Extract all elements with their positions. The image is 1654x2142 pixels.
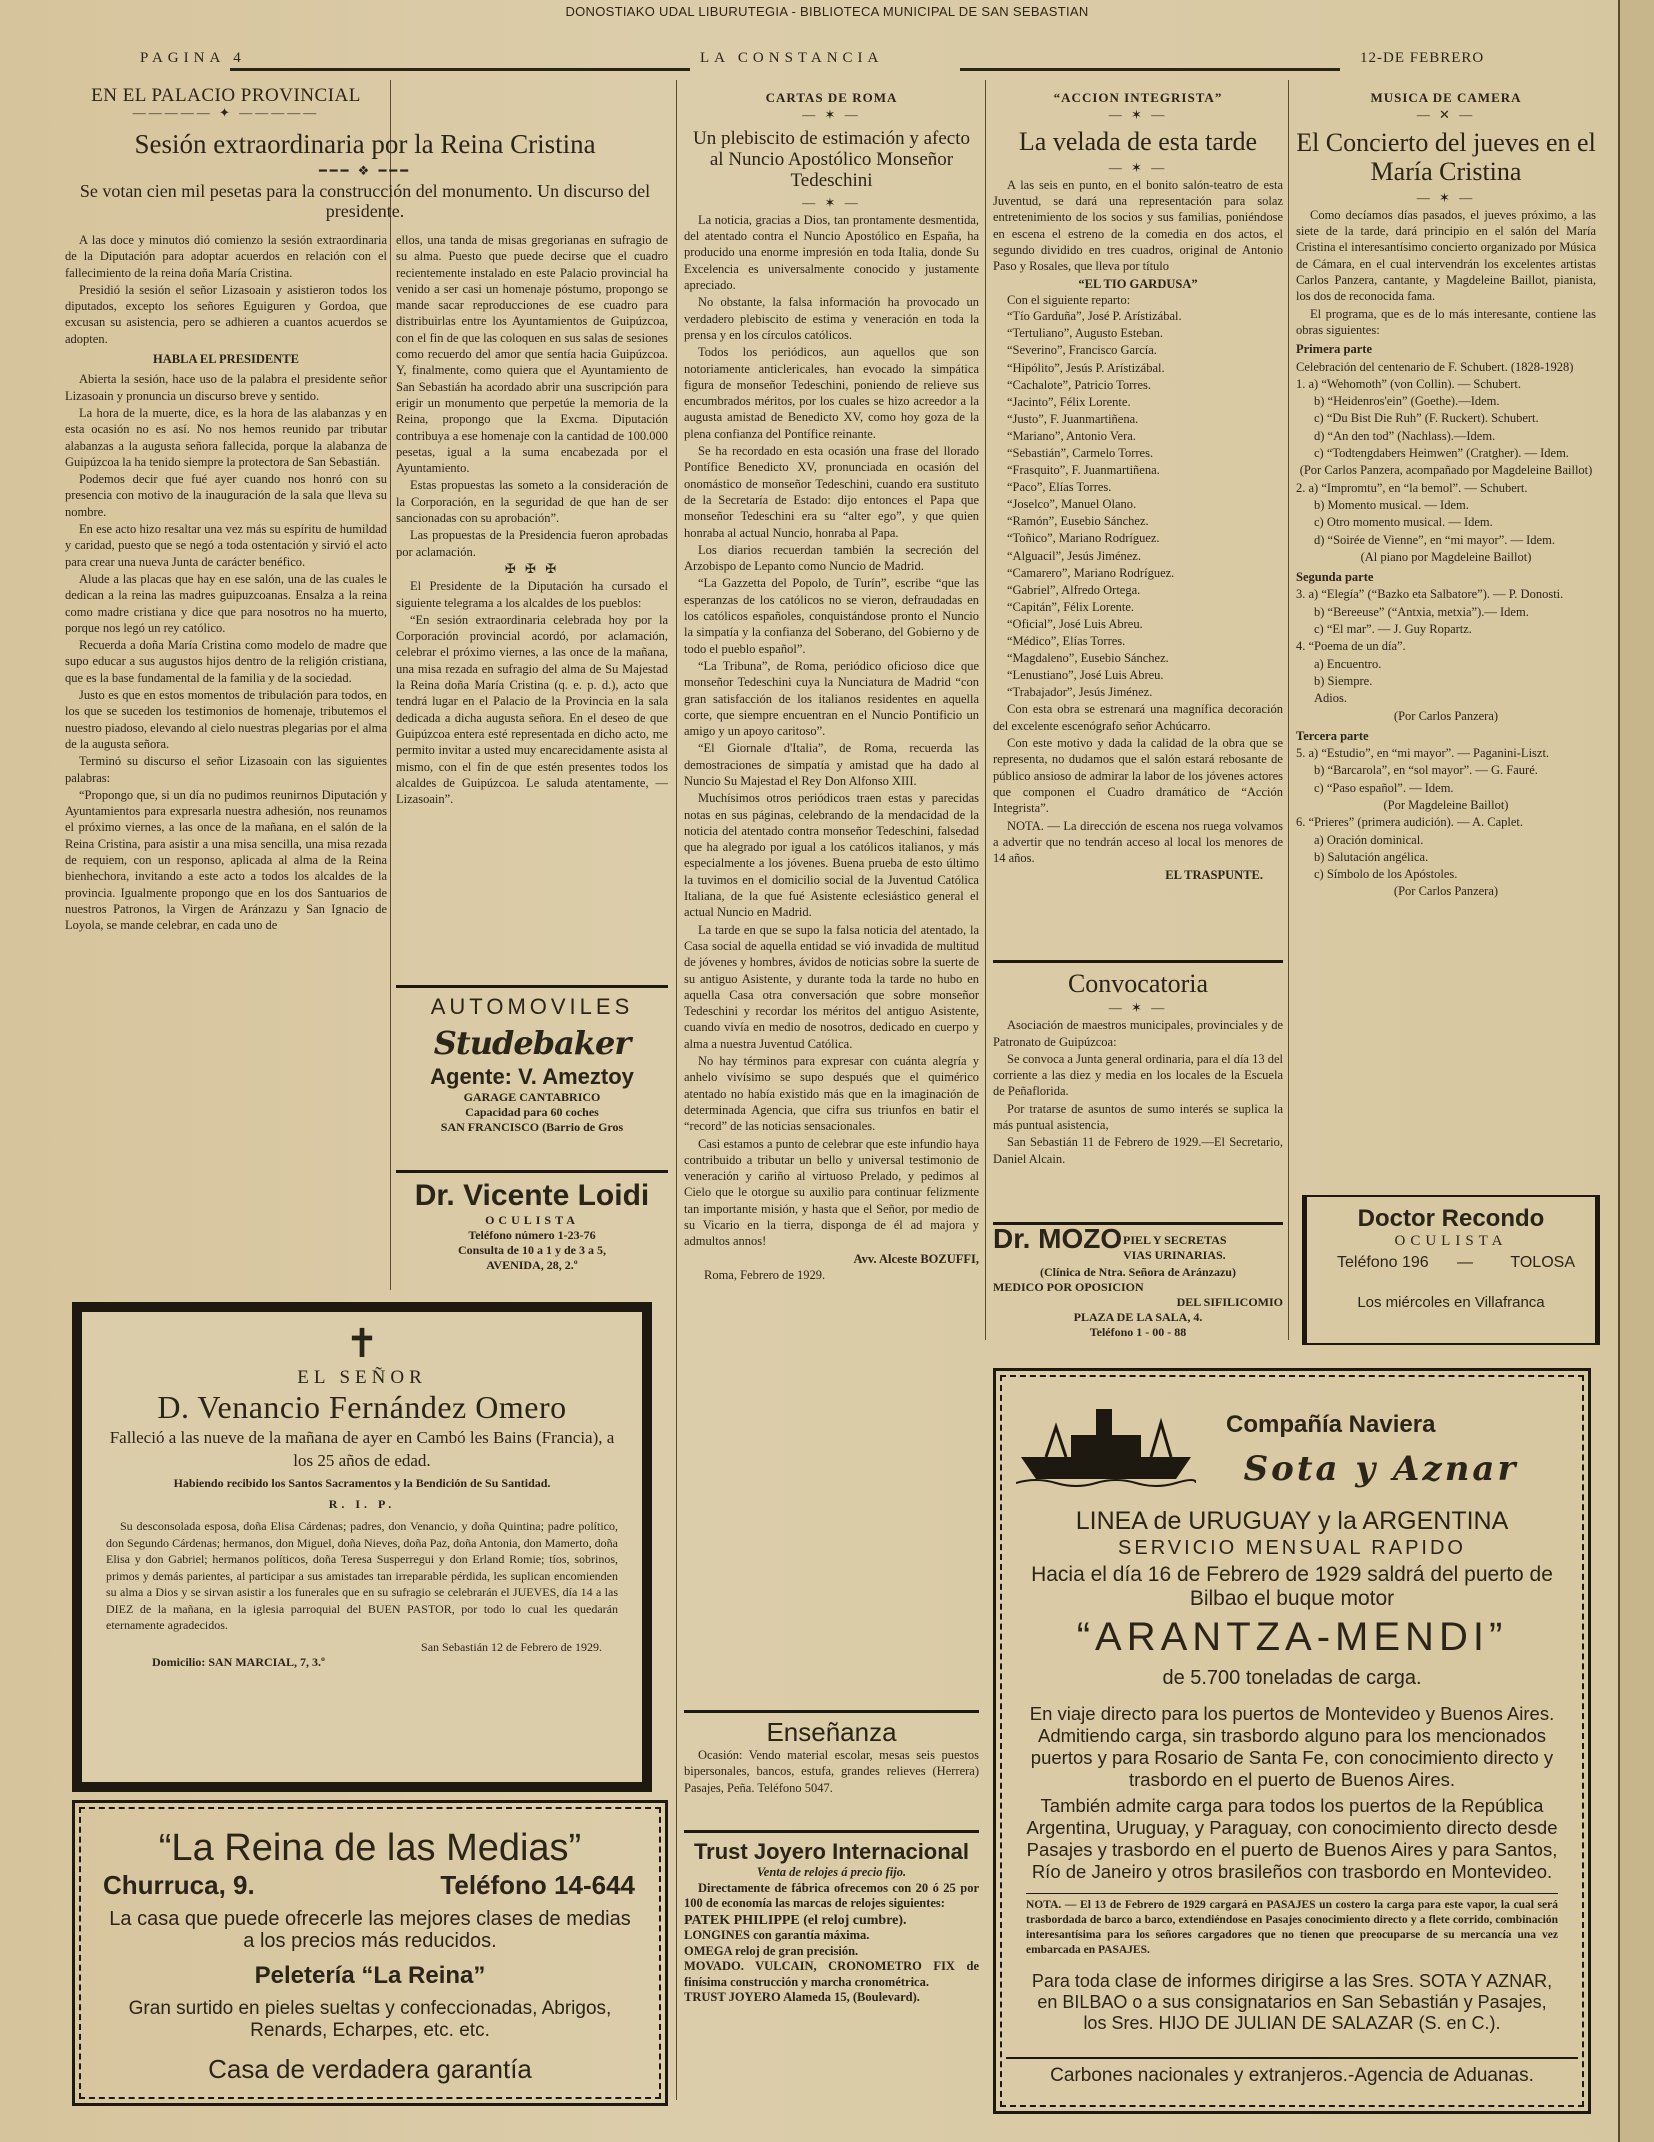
- paragraph: ellos, una tanda de misas gregorianas en sufragio de su alma. Puesto que puede decirse que el cuadro recientemente instalado en este Palacio provincial ha venido a ser casi un homenaje póstumo, propongo se mande sacar reproducciones de ese cuadro para distribuirlas entre los Ayuntamientos de Guipúzcoa, con el fin de que las coloquen en sus salas de sesiones como recuerdo del amor que sentía hacia Guipúzcoa. Y, finalmente, como quiera que el Ayuntamiento de San Sebastián ha acordado abrir una suscripción para erigir un monumento que perpetúe la memoria de la Reina, propongo que la Excma. Diputación contribuya a ese homenaje con la cantidad de 100.000 pesetas, igual a la suma encabezada por el Ayuntamiento.: [396, 233, 668, 476]
- ad-contact-row: [75, 1870, 665, 1900]
- ad-naviera-sota-aznar: [993, 1368, 1591, 2114]
- ad-footer: Carbones nacionales y extranjeros.-Agencia de Aduanas.: [1006, 2057, 1578, 2087]
- ship-illustration-icon: [1016, 1387, 1196, 1487]
- cast-item: “Tío Garduña”, José P. Arístizábal.: [1007, 309, 1182, 324]
- ad-line: MOVADO. VULCAIN, CRONOMETRO FIX de finísima construcción y marcha cronométrica.: [684, 1959, 979, 1989]
- cast-item: “Paco”, Elías Torres.: [1007, 480, 1112, 495]
- ad-description: La casa que puede ofrecerle las mejores clases de medias a los precios más reducidos.: [109, 1908, 631, 1952]
- article-subhead: Se votan cien mil pesetas para la construcción del monumento. Un discurso del presidente.: [79, 181, 651, 222]
- paragraph: Justo es que en estos momentos de tribulación para todos, en los que se suceden los testimonios de homenaje, tributemos el nuestro piadoso, elevando al cielo nuestras plegarias por el alma de la augusta señora.: [65, 688, 387, 751]
- paragraph: Con este motivo y dada la calidad de la obra que se representa, no dudamos que el salón estará rebosante de público ansioso de admirar la labor de los jóvenes actores que componen el Cuadro dramático de “Acción Integrista”.: [993, 736, 1283, 816]
- ad-specialty: PIEL Y SECRETAS: [1123, 1233, 1227, 1247]
- cast-item: “Capitán”, Félix Lorente.: [1007, 599, 1135, 614]
- ad-line: Teléfono 1 - 00 - 88: [1089, 1325, 1187, 1339]
- ad-role: OCULISTA: [1394, 1233, 1508, 1249]
- article-body-col1: [65, 232, 387, 934]
- program-item: 4. “Poema de un día”.: [1296, 639, 1406, 654]
- cast-item: “Ramón”, Eusebio Sánchez.: [1007, 514, 1149, 529]
- cast-item: “Sebastián”, Carmelo Torres.: [1007, 446, 1154, 461]
- ad-phone: Teléfono número 1-23-76: [468, 1228, 596, 1242]
- program-item: Adios.: [1314, 691, 1347, 706]
- article-musica-camera: [1296, 90, 1596, 901]
- obituary-notice: [72, 1302, 652, 1792]
- ad-role: OCULISTA: [485, 1213, 579, 1227]
- ornament: ————— ✦ —————: [132, 105, 320, 121]
- obituary-sacraments: Habiendo recibido los Santos Sacramentos y la Bendición de Su Santidad.: [173, 1476, 551, 1490]
- ad-contact-row: Teléfono 196 — TOLOSA: [1337, 1254, 1575, 1271]
- paragraph: “El Giornale d'Italia”, de Roma, recuerda las demostraciones de simpatía y amistad que ha dado al Nuncio Su Majestad el Rey Don Alfonso XIII.: [684, 741, 979, 788]
- page-number: PAGINA 4: [140, 50, 246, 66]
- ad-address: Churruca, 9.: [103, 1870, 255, 1900]
- cast-item: “Magdaleno”, Eusebio Sánchez.: [1007, 651, 1169, 666]
- column-divider: [985, 80, 986, 1340]
- masthead-rule-right: [960, 68, 1340, 71]
- ad-agent: Agente: V. Ameztoy: [430, 1064, 634, 1089]
- article-headline: La velada de esta tarde: [1018, 126, 1258, 156]
- cast-item: “Toñico”, Mariano Rodríguez.: [1007, 531, 1160, 546]
- program-item: a) Oración dominical.: [1314, 832, 1424, 847]
- program-item: b) Siempre.: [1314, 673, 1373, 688]
- column-divider: [1288, 80, 1289, 1340]
- obituary-death: Falleció a las nueve de la mañana de ayer en Cambó les Bains (Francia), a los 25 años de edad.: [109, 1428, 615, 1470]
- section-heading: HABLA EL PRESIDENTE: [153, 352, 299, 367]
- program-item: b) Momento musical. — Idem.: [1314, 497, 1469, 512]
- paragraph: El programa, que es de lo más interesante, contiene las obras siguientes:: [1296, 306, 1596, 337]
- cast-item: “Trabajador”, Jesús Jiménez.: [1007, 685, 1153, 700]
- column-divider: [390, 80, 391, 1290]
- ad-slogan: Casa de verdadera garantía: [208, 2054, 532, 2084]
- paragraph: No hay términos para expresar con cuánta alegría y anhelo vivísimo se supo después que el quimérico atentado no había existido más que en la imaginación de determinada Agencia, que cifra sus triunfos en batir el “record” de las noticias sensacionales.: [684, 1054, 979, 1134]
- ad-reina-medias: [72, 1800, 668, 2106]
- ad-contact: Para toda clase de informes dirigirse a las Sres. SOTA Y AZNAR, en BILBAO o a sus consignatarios en San Sebastián y Pasajes, los Sres. HIJO DE JULIAN DE SALAZAR (S. en C.).: [1031, 1971, 1553, 2033]
- ad-specialty: VIAS URINARIAS.: [1123, 1248, 1226, 1262]
- paragraph: A las doce y minutos dió comienzo la sesión extraordinaria de la Diputación para adoptar acuerdos en relación con el fallecimiento de la reina doña María Cristina.: [65, 233, 387, 280]
- paragraph: Como decíamos días pasados, el jueves próximo, a las siete de la tarde, dará principio en el salón del María Cristina el interesantísimo concierto organizado por Música de Cámara, en el cual intervendrán los excelentes artistas Carlos Panzera, cantante, y Magdeleine Baillot, pianista, los dos de reconocida fama.: [1296, 207, 1596, 304]
- ornament: — ✶ —: [1108, 107, 1168, 123]
- cast-item: “Médico”, Elías Torres.: [1007, 634, 1126, 649]
- program-item: (Por Carlos Panzera, acompañado por Magdeleine Baillot): [1299, 463, 1593, 478]
- archive-header: DONOSTIAKO UDAL LIBURUTEGIA - BIBLIOTECA MUNICIPAL DE SAN SEBASTIAN: [565, 4, 1089, 19]
- paragraph: Abierta la sesión, hace uso de la palabra el presidente señor Lizasoain y pronuncia un discurso breve y sentido.: [65, 372, 387, 403]
- program-item: (Por Carlos Panzera): [1393, 884, 1499, 899]
- ornament: ✠ ✠ ✠: [504, 560, 560, 576]
- cast-item: “Joselco”, Manuel Olano.: [1007, 497, 1137, 512]
- program-item: d) “Soirée de Vienne”, en “mi mayor”. — Idem.: [1314, 532, 1555, 547]
- cast-item: “Mariano”, Antonio Vera.: [1007, 428, 1136, 443]
- issue-date: 12-DE FEBRERO: [1360, 50, 1485, 66]
- ad-line: LONGINES con garantía máxima.: [684, 1928, 870, 1942]
- ad-trust-joyero: [684, 1830, 979, 2006]
- cast-item: “Severino”, Francisco García.: [1007, 343, 1157, 358]
- ornament: ━━━ ❖ ━━━: [318, 163, 412, 178]
- ad-doctor-recondo: [1302, 1195, 1600, 1345]
- paragraph: NOTA. — La dirección de escena nos ruega volvamos a advertir que no tendrán acceso al local los menores de 14 años.: [993, 818, 1283, 866]
- paragraph: Todos los periódicos, aun aquellos que son notoriamente anticlericales, han evocado la simpática figura de monseñor Tedeschini, poniendo de relieve sus encumbrados méritos, por los cuales se hizo acreedor a la augusta amistad de Benedicto XV, como hoy goza de la plena confianza del Pontífice reinante.: [684, 345, 979, 441]
- ad-text: Ocasión: Vendo material escolar, mesas seis puestos bipersonales, bancos, estufa, grandes relieves (Herrera) Pasajes, Peña. Teléfono 5047.: [684, 1748, 979, 1795]
- masthead-rule-left: [230, 68, 690, 71]
- ad-studebaker: [396, 985, 668, 1163]
- ad-extra: Los miércoles en Villafranca: [1357, 1294, 1545, 1311]
- ad-route: En viaje directo para los puertos de Montevideo y Buenos Aires. Admitiendo carga, sin trasbordo alguno para los mencionados puertos y para Rosario de Santa Fe, con conocimiento directo y trasbordo en el puerto de Buenos Aires.: [1029, 1703, 1555, 1790]
- article-headline: El Concierto del jueves en el María Cristina: [1296, 127, 1596, 186]
- paragraph: “Propongo que, si un día no pudimos reunirnos Diputación y Ayuntamientos para expresarla nuestra adhesión, nos reunamos el próximo viernes, a las once de la mañana, en el salón de la Reina Cristina, para asistir a una misa sencilla, una misa rezada de requiem, con un responso, aplicada al alma de la Reina bienhechora, invitando a este acto a todos los alcaldes de la provincia. Igualmente propongo que en los dos Santuarios de nuestros Patronos, la Virgen de Aránzazu y San Ignacio de Loyola, se mande celebrar, en cada uno de: [65, 787, 387, 933]
- play-title: “EL TIO GARDUSA”: [1078, 276, 1198, 291]
- ad-hours: Consulta de 10 a 1 y de 3 a 5,: [457, 1243, 606, 1257]
- paragraph: Podemos decir que fué ayer cuando nos honró con su presencia con motivo de la inauguración de la sala que lleva su nombre.: [65, 472, 387, 519]
- ad-address: AVENIDA, 28, 2.º: [486, 1258, 578, 1272]
- program-item: c) “Du Bist Die Ruh” (F. Ruckert). Schubert.: [1314, 411, 1539, 426]
- program-item: Tercera parte: [1296, 728, 1369, 743]
- cast-item: “Justo”, F. Juanmartiñena.: [1007, 411, 1139, 426]
- paragraph: La tarde en que se supo la falsa noticia del atentado, la Casa social de aquella entidad se vió invadida de multitud de jóvenes y hombres, ávidos de noticias sobre la suerte de su antiguo Asistente, y durante toda la tarde no hubo en aquella Casa otra conversación que sobre monseñor Tedeschini y recordar los méritos del antiguo Asistente, cuando vivía en medio de nosotros, dedicado en cuerpo y alma a nuestra Juventud Católica.: [684, 922, 979, 1051]
- program-item: d) “An den tod” (Nachlass).—Idem.: [1314, 428, 1496, 443]
- obituary-date: San Sebastián 12 de Febrero de 1929.: [421, 1639, 602, 1654]
- program-item: (Por Carlos Panzera): [1393, 708, 1499, 723]
- cast-item: “Cachalote”, Patricio Torres.: [1007, 377, 1151, 392]
- paragraph: Alude a las placas que hay en ese salón, una de las cuales le dedican a la reina las madres guipuzcoanas. Ensalza a la reina como madre cristiana y dice que para nosotros no ha muerto, porque nos legó un rey católico.: [65, 571, 387, 635]
- ornament: — ✶ —: [1108, 1000, 1168, 1015]
- paragraph: “La Tribuna”, de Roma, periódico oficioso dice que monseñor Tedeschini cuya la Nunciatura de Madrid “con gran satisfacción de los italianos residentes en aquella corte, que siempre encuentran en el Nuncio Pontificio un amigo y un apoyo caritoso”.: [684, 658, 979, 739]
- ad-phone: Teléfono 14-644: [440, 1870, 635, 1900]
- paragraph: El Presidente de la Diputación ha cursado el siguiente telegrama a los alcaldes de los pueblos:: [396, 579, 668, 610]
- ad-ship-name: “ARANTZA-MENDI”: [1076, 1615, 1508, 1659]
- article-headline: Un plebiscito de estimación y afecto al Nuncio Apostólico Monseñor Tedeschini: [693, 127, 970, 191]
- program-item: (Por Magdeleine Baillot): [1383, 797, 1509, 812]
- ad-brand: Sota y Aznar: [1243, 1449, 1519, 1489]
- ad-title: AUTOMOVILES: [430, 994, 634, 1019]
- ad-line: SAN FRANCISCO (Barrio de Gros: [440, 1120, 624, 1134]
- article-signature: Avv. Alceste BOZUFFI,: [853, 1251, 979, 1266]
- ad-phone: Teléfono 196: [1337, 1254, 1429, 1271]
- obituary-text: Su desconsolada esposa, doña Elisa Cárdenas; padres, don Venancio, y doña Quintina; padre político, don Segundo Cárdenas; hermanos, don Miguel, doña Nieves, doña Paz, doña Antonia, don Mamerto, doña Elisa y don Gabriel; hermanos políticos, doña Teresa Susperregui y don Erland Romie; tíos, sobrinos, primos y demás parientes, al participar a sus amistades tan irreparable pérdida, les suplican encomienden su alma a Dios y se sirvan asistir a los funerales que en su sufragio se celebrarán el JUEVES, día 14 a las DIEZ de la mañana, en la iglesia parroquial del BUEN PASTOR, por todo lo cual les quedarán eternamente agradecidos.: [106, 1519, 618, 1632]
- paragraph: No obstante, la falsa información ha provocado un verdadero plebiscito de estima y veneración en toda la prensa y en los círculos católicos.: [684, 295, 979, 342]
- cross-icon: ✝: [345, 1321, 379, 1366]
- ad-name: Dr. Vicente Loidi: [414, 1179, 650, 1212]
- program-item: b) “Heidenros'ein” (Goethe).—Idem.: [1314, 394, 1500, 409]
- ad-subtitle: Peletería “La Reina”: [254, 1962, 486, 1989]
- ad-name: Doctor Recondo: [1357, 1205, 1545, 1232]
- article-headline: Sesión extraordinaria por la Reina Cristina: [134, 129, 596, 159]
- adjacent-page-edge: [1618, 0, 1654, 2142]
- paragraph: Por tratarse de asuntos de sumo interés se suplica la más puntual asistencia,: [993, 1101, 1283, 1133]
- ornament: — ✶ —: [802, 107, 861, 123]
- paragraph: Se convoca a Junta general ordinaria, para el día 13 del corriente a las diez y media en los locales de la Escuela de Peñaflorida.: [993, 1051, 1283, 1099]
- article-kicker: EN EL PALACIO PROVINCIAL: [91, 85, 361, 106]
- cast-item: “Hipólito”, Jesús P. Arístizábal.: [1007, 360, 1165, 375]
- program-item: c) Otro momento musical. — Idem.: [1314, 515, 1493, 530]
- cast-heading: Con el siguiente reparto:: [1007, 292, 1131, 307]
- ornament: — ✶ —: [1108, 159, 1168, 175]
- newspaper-title: LA CONSTANCIA: [700, 50, 884, 66]
- ornament: — ✶ —: [802, 194, 861, 210]
- cast-item: “Oficial”, José Luis Abreu.: [1007, 616, 1143, 631]
- ad-company: Compañía Naviera: [1226, 1411, 1436, 1438]
- program-item: c) “Paso español”. — Idem.: [1314, 780, 1454, 795]
- program-item: c) “Todtengdabers Heimwen” (Cratgher). — Idem.: [1314, 446, 1569, 461]
- article-kicker: “ACCION INTEGRISTA”: [1053, 90, 1223, 105]
- article-convocatoria: [993, 960, 1283, 1168]
- concert-program: [1296, 341, 1596, 901]
- program-item: b) “Bereeuse” (“Antxia, metxia”).— Idem.: [1314, 604, 1529, 619]
- obituary-rip: R. I. P.: [328, 1497, 396, 1511]
- ornament: — ✕ —: [1416, 107, 1476, 123]
- article-cartas-roma: [684, 90, 979, 1283]
- ad-ensenanza: [684, 1710, 979, 1797]
- paragraph: “En sesión extraordinaria celebrada hoy por la Corporación provincial acordó, por aclamación, celebrar el próximo viernes, a las once de la mañana, una misa rezada en sufragio del alma de Su Majestad la Reina doña María Cristina (q. e. p. d.), acto que tendrá lugar en el Palacio de la Provincia en la sala dedicada a dicha augusta señora. En el deseo de que Guipúzcoa entera esté representada en dicho acto, me permito invitar a usted muy encarecidamente asista al mismo, con el fin de que estén presentes todos los alcaldes de Guipúzcoa. Le saluda atentamente, — Lizasoain”.: [396, 612, 668, 807]
- ad-line-title: LINEA de URUGUAY y la ARGENTINA: [1075, 1507, 1509, 1535]
- cast-item: “Jacinto”, Félix Lorente.: [1007, 394, 1131, 409]
- article-headline: Convocatoria: [1067, 969, 1209, 998]
- paragraph: Recuerda a doña María Cristina como modelo de madre que supo educar a sus augustos hijos dentro de la religión cristiana, que es la base fundamental de la familia y de la sociedad.: [65, 638, 387, 685]
- paragraph: La noticia, gracias a Dios, tan prontamente desmentida, del atentado contra el Nuncio Apostólico en España, ha producido una enorme impresión en toda Italia, donde Su Excelencia es universalmente conocido y justamente apreciado.: [684, 212, 979, 293]
- column-divider: [676, 80, 677, 2100]
- ad-dr-loidi: [396, 1170, 668, 1293]
- paragraph: Asociación de maestros municipales, provinciales y de Patronato de Guipúzcoa:: [993, 1018, 1283, 1049]
- cast-item: “Gabriel”, Alfredo Ortega.: [1007, 582, 1141, 597]
- paragraph: En ese acto hizo resaltar una vez más su espíritu de humildad y caridad, puesto que se negó a toda ostentación y sirvió el acto para crear una nueva Junta de carácter benéfico.: [65, 522, 387, 569]
- program-item: a) Encuentro.: [1314, 656, 1382, 671]
- paragraph: San Sebastián 11 de Febrero de 1929.—El Secretario, Daniel Alcain.: [993, 1135, 1283, 1166]
- article-body-col2: [396, 232, 668, 808]
- ad-header: [993, 1223, 1283, 1265]
- program-item: 3. a) “Elegía” (“Bazko eta Salbatore”). — P. Donosti.: [1296, 587, 1564, 602]
- article-palacio-provincial: [65, 85, 387, 123]
- cast-item: “Camarero”, Mariano Rodríguez.: [1007, 565, 1175, 580]
- ad-service: SERVICIO MENSUAL RAPIDO: [1118, 1537, 1466, 1559]
- program-item: 2. a) “Impromtu”, en “la bemol”. — Schubert.: [1296, 480, 1528, 495]
- paragraph: La hora de la muerte, dice, es la hora de las alabanzas y en esta ocasión no es así. No nos hemos reunido par tributar alabanzas a la augusta señora fallecida, porque la alabanza de Guipúzcoa la ha tenido siempre la protectora de San Sebastián.: [65, 405, 387, 469]
- program-item: b) “Barcarola”, en “sol mayor”. — G. Fauré.: [1314, 763, 1538, 778]
- ad-line: OMEGA reloj de gran precisión.: [684, 1943, 859, 1958]
- program-item: c) Símbolo de los Apóstoles.: [1314, 867, 1458, 882]
- ad-line: (Clínica de Ntra. Señora de Aránzazu): [1040, 1265, 1236, 1279]
- article-kicker: CARTAS DE ROMA: [765, 90, 898, 105]
- program-item: Segunda parte: [1296, 570, 1374, 585]
- ad-description: Gran surtido en pieles sueltas y confeccionadas, Abrigos, Renards, Echarpes, etc. etc.: [128, 1998, 612, 2041]
- headline-block: [65, 125, 665, 223]
- program-item: 6. “Prieres” (primera audición). — A. Caplet.: [1296, 815, 1524, 830]
- paragraph: Presidió la sesión el señor Lizasoain y asistieron todos los diputados, excepto los señores Eguiguren y Gordoa, que excusan su asistencia, pero se adhieren a cuantos acuerdos se adopten.: [65, 282, 387, 346]
- ad-line: PATEK PHILIPPE (el reloj cumbre).: [684, 1912, 907, 1928]
- paragraph: Muchísimos otros periódicos traen estas y parecidas notas en sus páginas, celebrando de la mendacidad de la noticia del atentado contra monseñor Tedeschini, falsedad que ha alegrado por igual a los católicos italianos, y más especialmente a los jóvenes. Buena prueba de esto último la tuvimos en el domicilio social de la Juventud Católica Italiana, de la que fué Asistente eclesiástico general el actual Nuncio en Madrid.: [684, 791, 979, 920]
- program-item: 5. a) “Estudio”, en “mi mayor”. — Paganini-Liszt.: [1296, 746, 1550, 761]
- studebaker-logo: Studebaker: [433, 1024, 631, 1062]
- program-item: (Al piano por Magdeleine Baillot): [1360, 549, 1532, 564]
- paragraph: Con esta obra se estrenará una magnífica decoración del excelente escenógrafo señor Achúcarro.: [993, 702, 1283, 733]
- ad-route: También admite carga para todos los puertos de la República Argentina, Uruguay, y Paraguay, con conocimiento directo desde Pasajes y trasbordo en el puerto de Buenos Aires y para Santos, Río de Janeiro y otros brasileños con trasbordo en Montevideo.: [1026, 1795, 1558, 1882]
- ad-line: MEDICO POR OPOSICION: [993, 1280, 1144, 1294]
- program-item: c) “El mar”. — J. Guy Ropartz.: [1314, 622, 1472, 637]
- ad-dr-mozo: [993, 1222, 1283, 1340]
- obituary-title: EL SEÑOR: [297, 1367, 427, 1388]
- cast-list: [993, 308, 1283, 701]
- article-dateline: Roma, Febrero de 1929.: [704, 1267, 826, 1282]
- paragraph: Casi estamos a punto de celebrar que este infundio haya contribuido a tributar un bello y universal testimonio de veneración y cariño al virtuoso Prelado, y pedimos al Cielo que le otorgue su auxilio para continuar felizmente tan importante misión, y hasta que el Señor, por medio de su Vicario en la tierra, disponga de él ad majora y admultos annos!: [684, 1136, 979, 1249]
- cast-item: “Alguacil”, Jesús Jiménez.: [1007, 548, 1141, 563]
- program-item: 1. a) “Wehomoth” (von Collin). — Schubert.: [1296, 376, 1521, 391]
- obituary-domicile: Domicilio: SAN MARCIAL, 7, 3.º: [152, 1654, 325, 1669]
- cast-item: “Frasquito”, F. Juanmartiñena.: [1007, 463, 1160, 478]
- ad-note: NOTA. — El 13 de Febrero de 1929 cargará en PASAJES un costero la carga para este vapor, la cual será trasbordada de barco a barco, extendiéndose en Pasajes conocimiento directo y a flete corrido, combinación interesantísima para los señores cargadores que no tienen que preocuparse de su mercancía una vez embarcada en PASAJES.: [1026, 1893, 1558, 1958]
- ad-title: “La Reina de las Medias”: [158, 1827, 582, 1869]
- obituary-name: D. Venancio Fernández Omero: [157, 1389, 567, 1425]
- ad-tonnage: de 5.700 toneladas de carga.: [1162, 1667, 1422, 1689]
- ad-line: Directamente de fábrica ofrecemos con 20 ó 25 por 100 de economía las marcas de relojes siguientes:: [684, 1880, 979, 1910]
- cast-item: “Lenustiano”, José Luis Abreu.: [1007, 668, 1164, 683]
- paragraph: Se ha recordado en esta ocasión una frase del llorado Pontífice Benedicto XV, pronunciada en ocasión del onomástico de monseñor Tedeschini, cuando era sustituto de la Secretaría de Estado: dijo entonces el Papa que monseñor Tedeschini era su “alter ego”, y que quien honraba al actual Nuncio, honraba al Papa.: [684, 444, 979, 540]
- ad-line: Capacidad para 60 coches: [465, 1105, 599, 1119]
- ad-departure: Hacia el día 16 de Febrero de 1929 saldrá del puerto de Bilbao el buque motor: [1031, 1563, 1553, 1610]
- ad-line: PLAZA DE LA SALA, 4.: [1073, 1310, 1203, 1324]
- paragraph: Las propuestas de la Presidencia fueron aprobadas por aclamación.: [396, 528, 668, 559]
- ad-title: Trust Joyero Internacional: [693, 1839, 970, 1864]
- paragraph: Terminó su discurso el señor Lizasoain con las siguientes palabras:: [65, 754, 387, 785]
- ornament: — ✶ —: [1416, 189, 1476, 205]
- paragraph: Estas propuestas las someto a la consideración de la Corporación, en la seguridad de que han de ser sancionadas con su aprobación”.: [396, 478, 668, 526]
- paragraph: Los diarios recuerdan también la secreción del Arzobispo de Lepanto como Nuncio de Madrid.: [684, 542, 979, 574]
- ad-line: DEL SIFILICOMIO: [1176, 1295, 1283, 1309]
- ad-name: Dr. MOZO: [993, 1223, 1123, 1254]
- program-item: Celebración del centenario de F. Schubert. (1828-1928): [1296, 359, 1574, 374]
- article-accion-integrista: [993, 90, 1283, 884]
- program-item: Primera parte: [1296, 342, 1373, 357]
- ad-line: TRUST JOYERO Alameda 15, (Boulevard).: [684, 1990, 920, 2004]
- paragraph: A las seis en punto, en el bonito salón-teatro de esta Juventud, se dará una representación para solaz entretenimiento de los socios y sus familias, poniéndose en escena el estreno de la comedia en dos actos, el segundo dividido en tres cuadros, original de Antonio Paso y Rosales, que lleva por título: [993, 177, 1283, 274]
- article-signature: EL TRASPUNTE.: [1165, 868, 1263, 883]
- paragraph: “La Gazzetta del Popolo, de Turín”, escribe “que las esperanzas de los católicos no se vieron, defraudadas en los católicos españoles, conquistándose pronto el Nuncio la simpatía y la confianza del Soberano, del Gobierno y de todo el pueblo español”.: [684, 576, 979, 656]
- article-kicker: MUSICA DE CAMERA: [1370, 90, 1522, 105]
- ad-city: TOLOSA: [1510, 1254, 1575, 1271]
- cast-item: “Tertuliano”, Augusto Esteban.: [1007, 326, 1164, 341]
- ad-title: Enseñanza: [766, 1717, 897, 1747]
- ad-line: Venta de relojes á precio fijo.: [756, 1865, 907, 1879]
- ad-line: GARAGE CANTABRICO: [463, 1090, 601, 1104]
- program-item: b) Salutación angélica.: [1314, 849, 1429, 864]
